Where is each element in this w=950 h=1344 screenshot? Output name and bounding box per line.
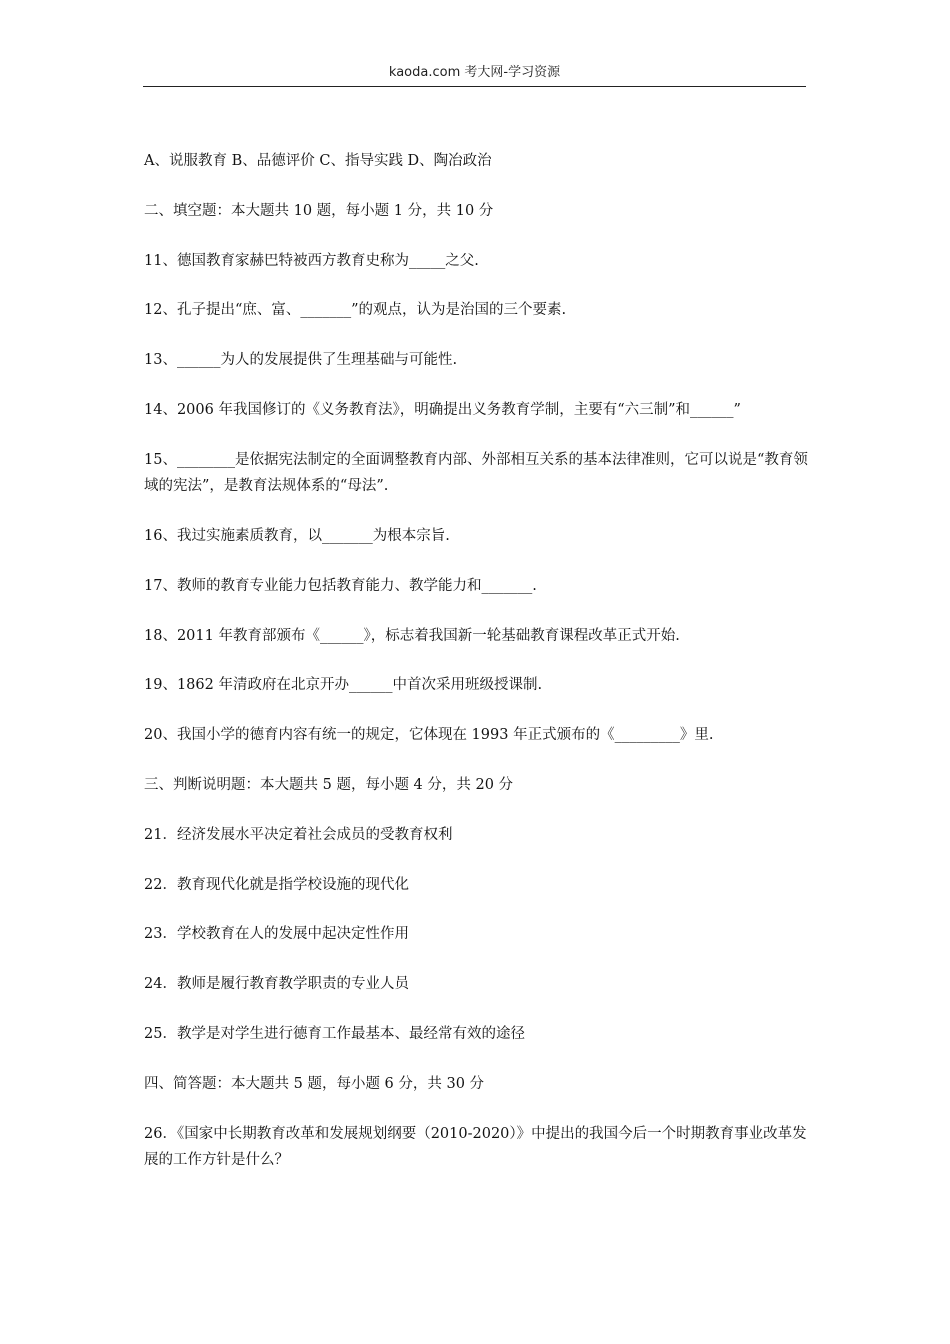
question-15: 15、________是依据宪法制定的全面调整教育内部、外部相互关系的基本法律准则，它可以说是“教育领域的宪法”，是教育法规体系的“母法”. [144,451,808,494]
header-title: kaoda.com 考大网-学习资源 [388,65,561,80]
question-23: 23．学校教育在人的发展中起决定性作用 [144,926,409,943]
section-heading-judgment: 三、判断说明题：本大题共 5 题，每小题 4 分，共 20 分 [144,776,514,793]
question-19: 19、1862 年清政府在北京开办______中首次采用班级授课制. [144,677,543,694]
question-26: 26．《国家中长期教育改革和发展规划纲要（2010-2020）》中提出的我国今后一个时期教育事业改革发展的工作方针是什么？ [144,1125,807,1168]
question-18: 18、2011 年教育部颁布《______》，标志着我国新一轮基础教育课程改革正式开始. [144,627,680,644]
question-11: 11、德国教育家赫巴特被西方教育史称为_____之父. [144,252,479,269]
page-header [143,64,806,87]
question-22: 22．教育现代化就是指学校设施的现代化 [144,876,409,893]
option-line: A、说服教育 B、品德评价 C、指导实践 D、陶冶政治 [144,153,492,169]
question-13: 13、______为人的发展提供了生理基础与可能性. [144,352,458,369]
question-24: 24．教师是履行教育教学职责的专业人员 [144,976,409,993]
section-heading-fill-in: 二、填空题：本大题共 10 题，每小题 1 分，共 10 分 [144,202,494,219]
section-heading-short-answer: 四、简答题：本大题共 5 题，每小题 6 分，共 30 分 [144,1075,485,1092]
question-14: 14、2006 年我国修订的《义务教育法》，明确提出义务教育学制，主要有“六三制”和______” [144,401,741,418]
question-17: 17、教师的教育专业能力包括教育能力、教学能力和_______. [144,577,537,594]
question-20: 20、我国小学的德育内容有统一的规定，它体现在 1993 年正式颁布的《_________》里. [144,727,714,744]
question-25: 25．教学是对学生进行德育工作最基本、最经常有效的途径 [144,1025,525,1042]
document-body [144,148,808,1196]
question-12: 12、孔子提出“庶、富、_______”的观点，认为是治国的三个要素. [144,302,567,319]
question-16: 16、我过实施素质教育，以_______为根本宗旨. [144,527,450,544]
question-21: 21．经济发展水平决定着社会成员的受教育权利 [144,826,453,843]
